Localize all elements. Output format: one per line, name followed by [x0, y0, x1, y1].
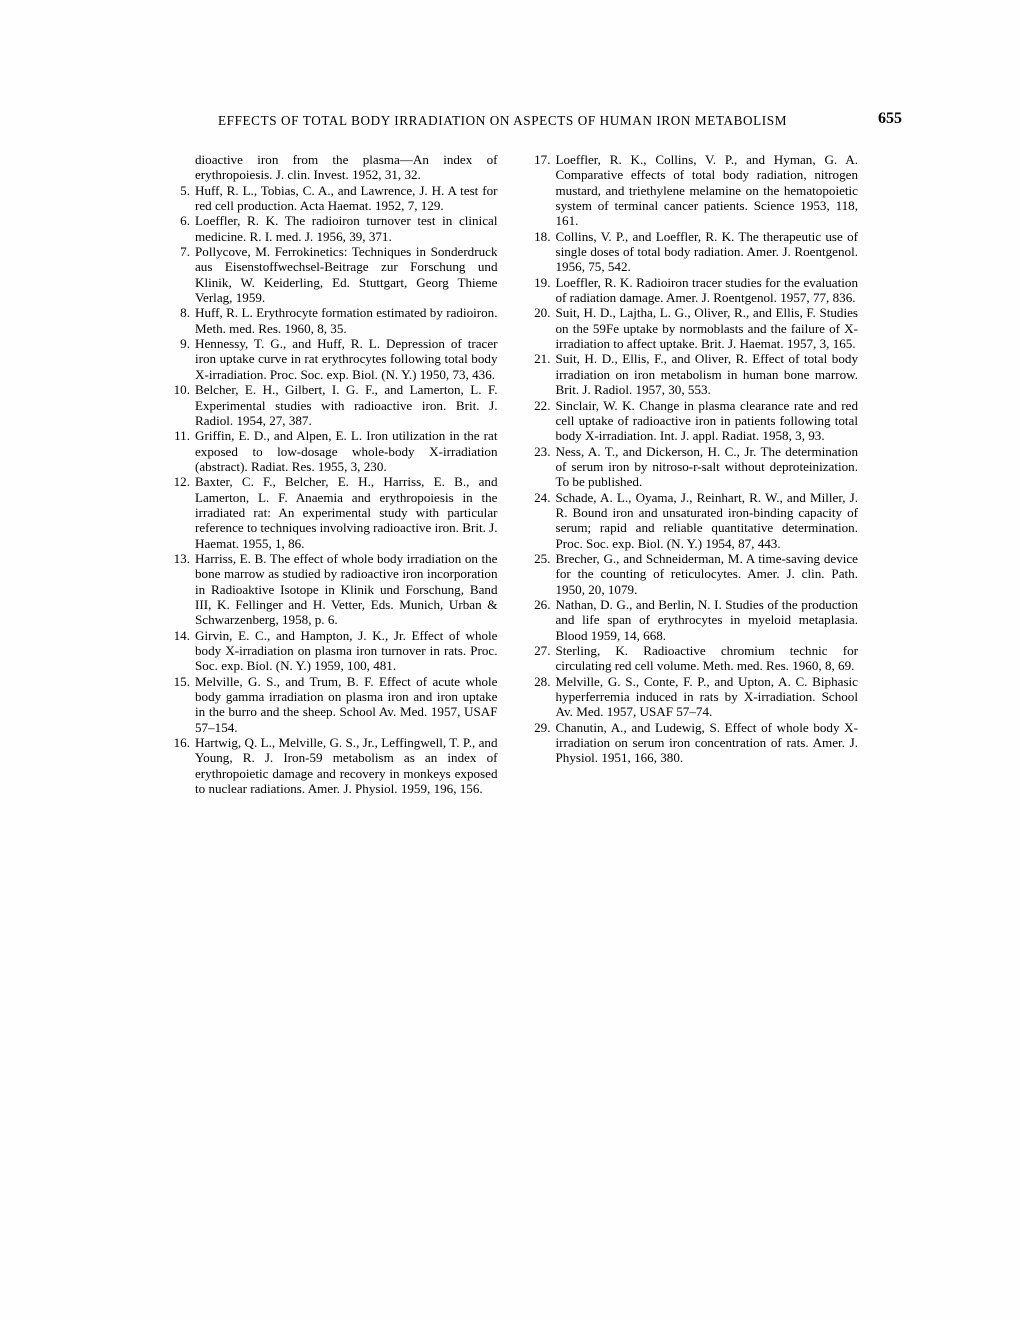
reference-continuation: [168, 152, 498, 183]
reference-text: Chanutin, A., and Ludewig, S. Effect of whole body X-irradiation on serum iron concentration of rats. Amer. J. Physiol. 1951, 166, 380.: [555, 719, 858, 766]
list-item: [529, 275, 859, 306]
list-item: [168, 735, 498, 796]
reference-text: Huff, R. L., Tobias, C. A., and Lawrence, J. H. A test for red cell production. Acta Haemat. 1952, 7, 129.: [195, 182, 498, 214]
reference-text: Belcher, E. H., Gilbert, I. G. F., and Lamerton, L. F. Experimental studies with radioactive iron. Brit. J. Radiol. 1954, 27, 387.: [195, 382, 498, 428]
list-item: [529, 551, 859, 597]
reference-text: Nathan, D. G., and Berlin, N. I. Studies of the production and life span of erythrocytes in myeloid metaplasia. Blood 1959, 14, 668.: [555, 596, 858, 643]
reference-text: Brecher, G., and Schneiderman, M. A time-saving device for the counting of reticulocytes. Amer. J. clin. Path. 1950, 20, 1079.: [555, 550, 858, 597]
reference-number: 25.: [534, 550, 551, 566]
reference-number: 22.: [534, 397, 551, 413]
reference-text: Baxter, C. F., Belcher, E. H., Harriss, E. B., and Lamerton, L. F. Anaemia and erythropoiesis in the irradiated rat: An experimental study with particular reference to techniques involving radioactive iron. Brit. J. Haemat. 1955, 1, 86.: [195, 474, 498, 551]
reference-number: 14.: [173, 627, 190, 643]
reference-number: 19.: [534, 274, 551, 290]
list-item: [529, 720, 859, 766]
reference-number: 10.: [173, 382, 190, 398]
list-item: [168, 474, 498, 551]
reference-number: 29.: [534, 719, 551, 735]
running-head: [218, 113, 808, 129]
list-item: [168, 244, 498, 305]
reference-text: Girvin, E. C., and Hampton, J. K., Jr. Effect of whole body X-irradiation on plasma iron turnover in rats. Proc. Soc. exp. Biol. (N. Y.) 1959, 100, 481.: [195, 627, 498, 674]
reference-number: 24.: [534, 489, 551, 505]
list-item: [529, 305, 859, 351]
reference-text: Loeffler, R. K. Radioiron tracer studies for the evaluation of radiation damage. Amer. J. Roentgenol. 1957, 77, 836.: [555, 274, 858, 306]
list-item: [168, 213, 498, 244]
right-column: [529, 152, 859, 796]
reference-text: Sinclair, W. K. Change in plasma clearance rate and red cell uptake of radioactive iron in patients following total body X-irradiation. Int. J. appl. Radiat. 1958, 3, 93.: [555, 397, 858, 444]
reference-text: dioactive iron from the plasma—An index of erythropoiesis. J. clin. Invest. 1952, 31, 32.: [195, 152, 498, 183]
list-item: [529, 351, 859, 397]
reference-text: Hennessy, T. G., and Huff, R. L. Depression of tracer iron uptake curve in rat erythrocytes following total body X-irradiation. Proc. Soc. exp. Biol. (N. Y.) 1950, 73, 436.: [195, 336, 498, 382]
reference-number: 7.: [180, 244, 190, 260]
list-item: [168, 305, 498, 336]
reference-text: Melville, G. S., Conte, F. P., and Upton, A. C. Biphasic hyperferremia induced in rats by X-irradiation. School Av. Med. 1957, USAF 57–74.: [555, 673, 858, 720]
reference-number: 28.: [534, 673, 551, 689]
reference-text: Schade, A. L., Oyama, J., Reinhart, R. W., and Miller, J. R. Bound iron and unsaturated iron-binding capacity of serum; rapid and reliable quantitative determination. Proc. Soc. exp. Biol. (N. Y.) 1954, 87, 443.: [555, 489, 858, 551]
list-item: [529, 229, 859, 275]
list-item: [529, 398, 859, 444]
reference-number: 26.: [534, 596, 551, 612]
list-item: [529, 444, 859, 490]
list-item: [168, 674, 498, 735]
reference-text: Melville, G. S., and Trum, B. F. Effect of acute whole body gamma irradiation on plasma iron and iron uptake in the burro and the sheep. School Av. Med. 1957, USAF 57–154.: [195, 673, 498, 735]
reference-text: Sterling, K. Radioactive chromium technic for circulating red cell volume. Meth. med. Res. 1960, 8, 69.: [555, 643, 858, 674]
running-head-title: EFFECTS OF TOTAL BODY IRRADIATION ON ASPECTS OF HUMAN IRON METABOLISM: [218, 113, 788, 128]
list-item: [168, 382, 498, 428]
reference-number: 21.: [534, 351, 551, 367]
reference-text: Loeffler, R. K. The radioiron turnover test in clinical medicine. R. I. med. J. 1956, 39, 371.: [195, 213, 498, 244]
reference-text: Collins, V. P., and Loeffler, R. K. The therapeutic use of single doses of total body radiation. Amer. J. Roentgenol. 1956, 75, 542.: [555, 228, 858, 275]
reference-number: 27.: [534, 643, 551, 658]
reference-text: Suit, H. D., Lajtha, L. G., Oliver, R., and Ellis, F. Studies on the 59Fe uptake by normoblasts and the failure of X-irradiation to affect uptake. Brit. J. Haemat. 1957, 3, 165.: [555, 305, 858, 352]
reference-number: 8.: [180, 305, 190, 321]
reference-text: Hartwig, Q. L., Melville, G. S., Jr., Leffingwell, T. P., and Young, R. J. Iron-59 metabolism as an index of erythropoietic damage and recovery in monkeys exposed to nuclear radiations. Amer. J. Physiol. 1959, 196, 156.: [195, 735, 498, 797]
list-item: [168, 551, 498, 628]
list-item: [168, 628, 498, 674]
left-column: [168, 152, 498, 796]
reference-number: 17.: [534, 152, 551, 167]
list-item: [529, 152, 859, 229]
list-item: [168, 336, 498, 382]
reference-columns: [168, 152, 858, 796]
reference-text: Suit, H. D., Ellis, F., and Oliver, R. Effect of total body irradiation on iron metabolism in human bone marrow. Brit. J. Radiol. 1957, 30, 553.: [555, 351, 858, 398]
reference-number: 20.: [534, 305, 551, 321]
reference-number: 15.: [173, 673, 190, 689]
reference-number: 18.: [534, 228, 551, 244]
reference-number: 9.: [180, 336, 190, 352]
list-item: [529, 597, 859, 643]
reference-number: 16.: [173, 735, 190, 751]
reference-number: 6.: [180, 213, 190, 229]
reference-number: 12.: [173, 474, 190, 490]
reference-number: 11.: [174, 428, 190, 444]
list-item: [529, 490, 859, 551]
reference-text: Griffin, E. D., and Alpen, E. L. Iron utilization in the rat exposed to low-dosage whole-body X-irradiation (abstract). Radiat. Res. 1955, 3, 230.: [195, 428, 498, 474]
list-item: [529, 643, 859, 674]
reference-text: Pollycove, M. Ferrokinetics: Techniques in Sonderdruck aus Eisenstoffwechsel-Beitrage zur Forschung und Klinik, W. Keiderling, Ed. Stuttgart, Georg Thieme Verlag, 1959.: [195, 244, 498, 306]
reference-number: 5.: [180, 182, 190, 198]
list-item: [168, 183, 498, 214]
list-item: [529, 674, 859, 720]
reference-text: Harriss, E. B. The effect of whole body irradiation on the bone marrow as studied by radioactive iron incorporation in Radioaktive Isotope in Klinik und Forschung, Band III, K. Fellinger and H. Vetter, Eds. Munich, Urban & Schwarzenberg, 1958, p. 6.: [195, 550, 498, 628]
reference-number: 13.: [173, 550, 190, 566]
reference-text: Loeffler, R. K., Collins, V. P., and Hyman, G. A. Comparative effects of total body radiation, nitrogen mustard, and triethylene melamine on the hematopoietic system of terminal cancer patients. Science 1953, 118, 161.: [555, 152, 858, 229]
reference-text: Huff, R. L. Erythrocyte formation estimated by radioiron. Meth. med. Res. 1960, 8, 35.: [195, 305, 498, 336]
reference-text: Ness, A. T., and Dickerson, H. C., Jr. The determination of serum iron by nitroso-r-salt without deproteinization. To be published.: [555, 443, 858, 490]
list-item: [168, 428, 498, 474]
reference-number: 23.: [534, 443, 551, 459]
page-number: 655: [878, 110, 902, 127]
